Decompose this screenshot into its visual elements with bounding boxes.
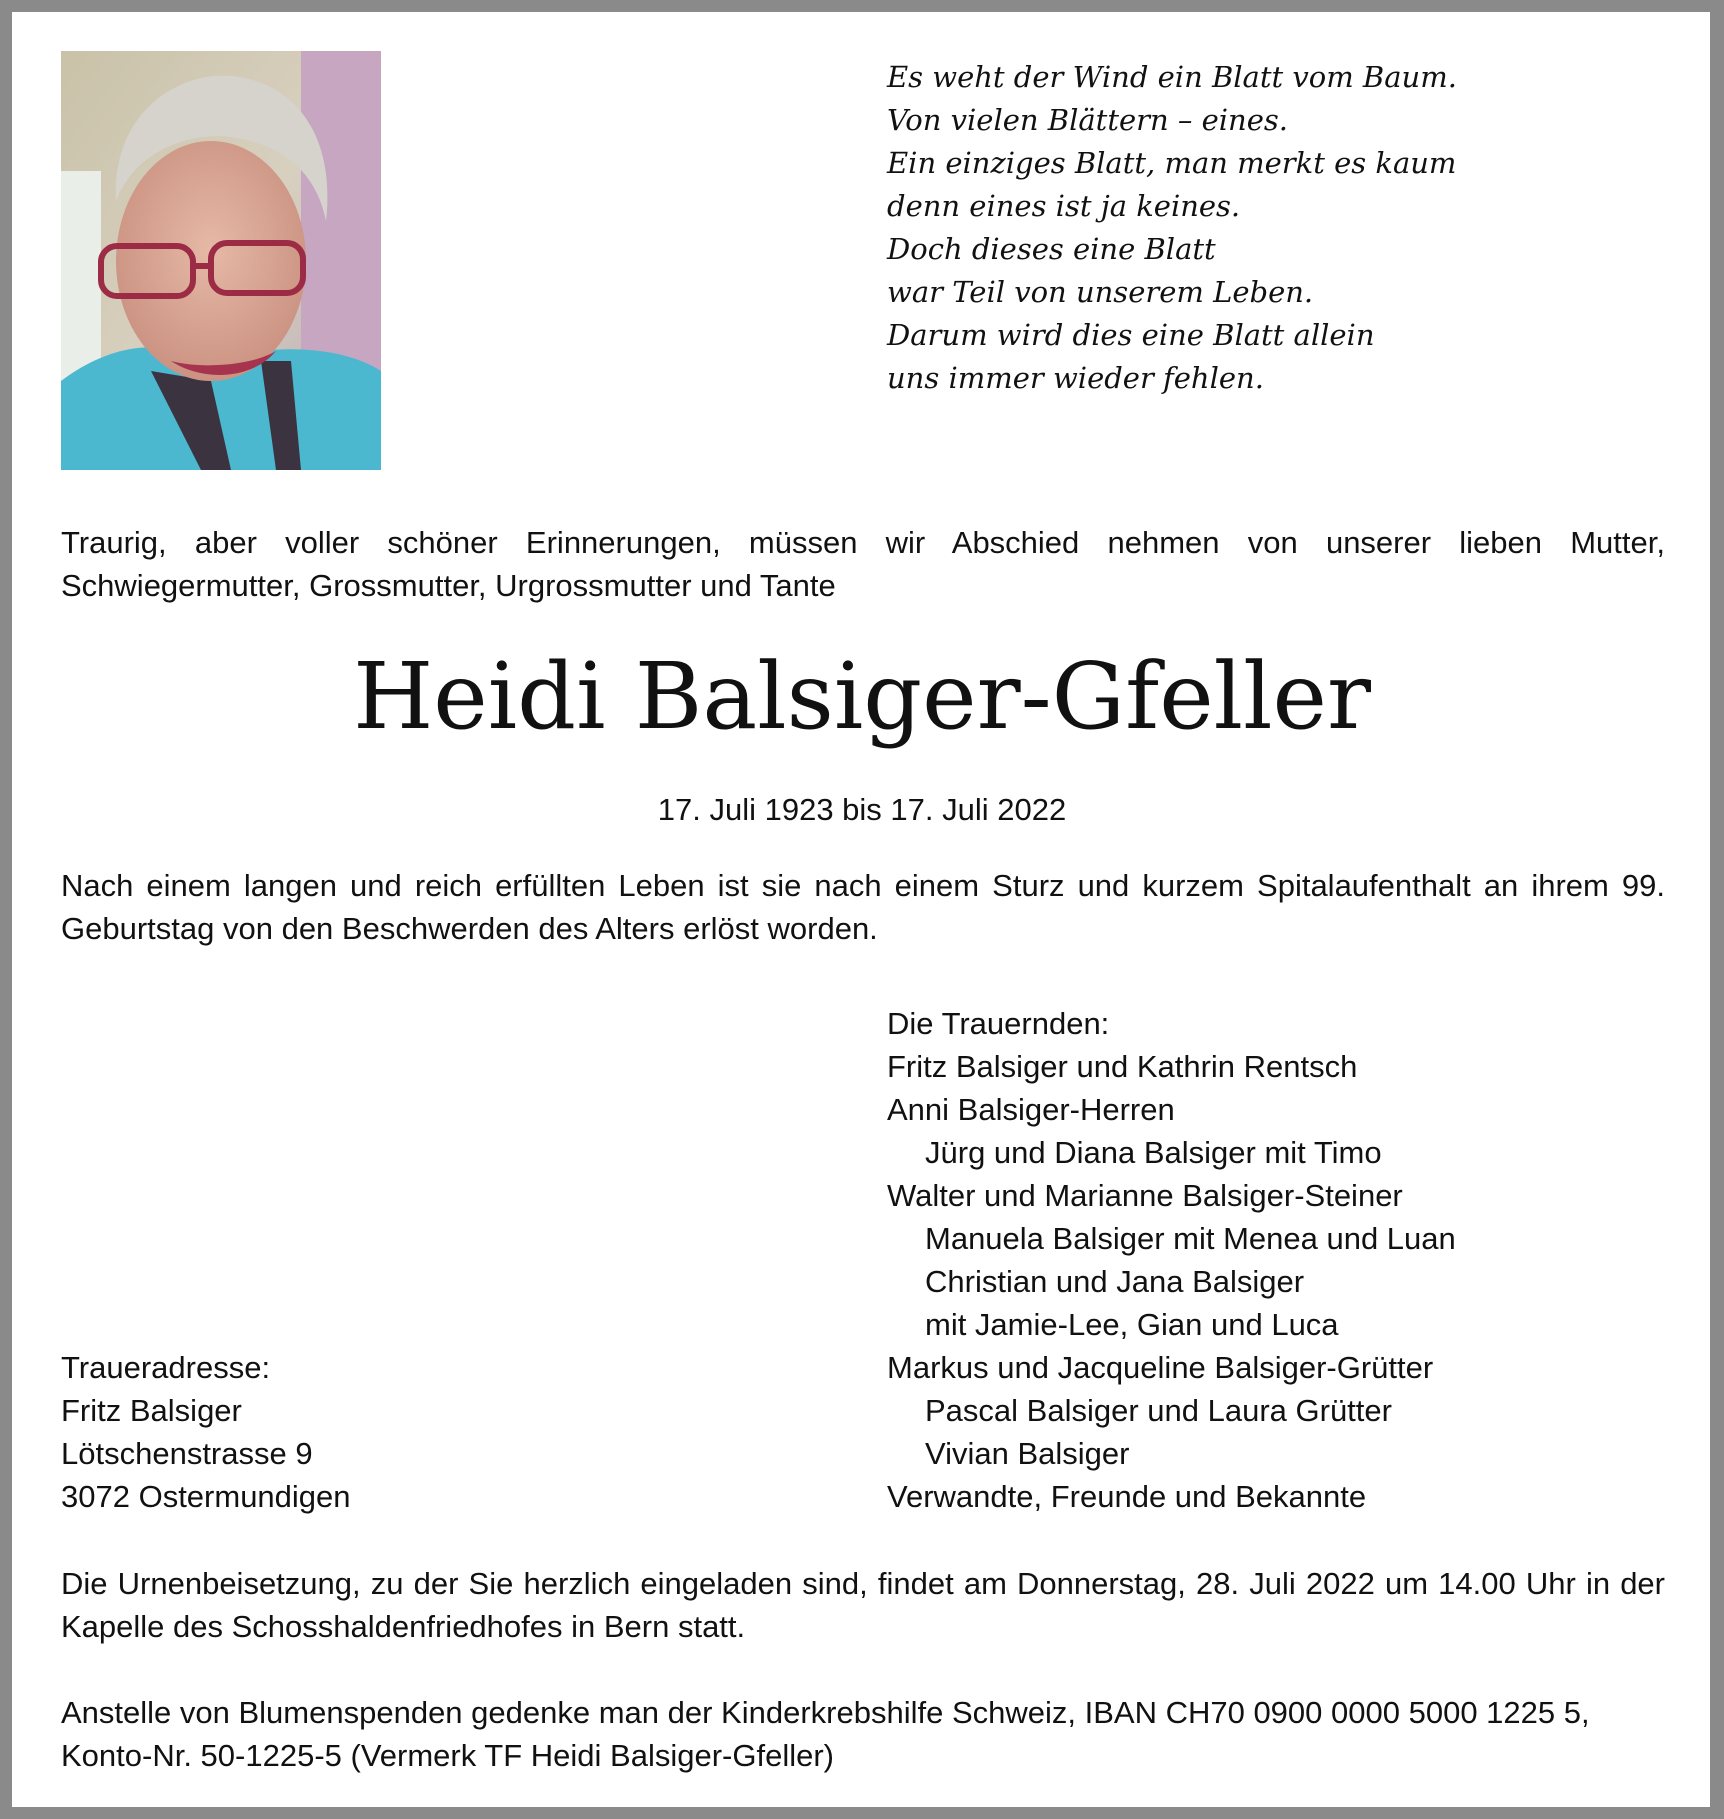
mourner-line: Vivian Balsiger bbox=[925, 1436, 1130, 1471]
life-dates: 17. Juli 1923 bis 17. Juli 2022 bbox=[657, 792, 1067, 827]
mourner-line: mit Jamie-Lee, Gian und Luca bbox=[925, 1307, 1339, 1342]
address-street: Lötschenstrasse 9 bbox=[61, 1436, 313, 1471]
mourners-list bbox=[887, 1002, 1707, 1518]
poem-line: war Teil von unserem Leben. bbox=[887, 275, 1314, 309]
mourner-line: Jürg und Diana Balsiger mit Timo bbox=[925, 1135, 1382, 1170]
address-label: Traueradresse: bbox=[61, 1350, 271, 1385]
poem-line: Ein einziges Blatt, man merkt es kaum bbox=[887, 146, 1457, 180]
address-city: 3072 Ostermundigen bbox=[61, 1479, 351, 1514]
mourning-address bbox=[61, 1346, 661, 1518]
mourner-line: Christian und Jana Balsiger bbox=[925, 1264, 1305, 1299]
mourner-line: Walter und Marianne Balsiger-Steiner bbox=[887, 1178, 1403, 1213]
portrait-photo bbox=[61, 51, 381, 470]
poem-line: uns immer wieder fehlen. bbox=[887, 361, 1264, 395]
mourner-line: Pascal Balsiger und Laura Grütter bbox=[925, 1393, 1392, 1428]
mourners-heading: Die Trauernden: bbox=[887, 1006, 1110, 1041]
life-note: Nach einem langen und reich erfüllten Leben ist sie nach einem Sturz und kurzem Spitalaufenthalt an ihrem 99. Geburtstag von den Beschwerden des Alters erlöst worden. bbox=[61, 868, 1665, 946]
deceased-name: Heidi Balsiger-Gfeller bbox=[353, 643, 1371, 750]
poem-line: Doch dieses eine Blatt bbox=[887, 232, 1216, 266]
ceremony-note: Die Urnenbeisetzung, zu der Sie herzlich eingeladen sind, findet am Donnerstag, 28. Juli 2022 um 14.00 Uhr in der Kapelle des Schosshaldenfriedhofes in Bern statt. bbox=[61, 1566, 1665, 1644]
donation-line: Konto-Nr. 50-1225-5 (Vermerk TF Heidi Balsiger-Gfeller) bbox=[61, 1738, 834, 1773]
poem-line: Von vielen Blättern – eines. bbox=[887, 103, 1288, 137]
obituary-page bbox=[12, 12, 1710, 1807]
address-name: Fritz Balsiger bbox=[61, 1393, 242, 1428]
mourner-line: Fritz Balsiger und Kathrin Rentsch bbox=[887, 1049, 1358, 1084]
poem-line: Darum wird dies eine Blatt allein bbox=[887, 318, 1375, 352]
poem-line: Es weht der Wind ein Blatt vom Baum. bbox=[887, 60, 1457, 94]
donation-line: Anstelle von Blumenspenden gedenke man der Kinderkrebshilfe Schweiz, IBAN CH70 0900 0000 5000 1225 5, bbox=[61, 1695, 1590, 1730]
mourner-line: Anni Balsiger-Herren bbox=[887, 1092, 1175, 1127]
poem-line: denn eines ist ja keines. bbox=[887, 189, 1241, 223]
poem bbox=[887, 56, 1647, 400]
donation-note bbox=[61, 1691, 1665, 1777]
intro-text: Traurig, aber voller schöner Erinnerungen, müssen wir Abschied nehmen von unserer lieben Mutter, Schwiegermutter, Grossmutter, Urgrossmutter und Tante bbox=[61, 525, 1665, 603]
mourner-line: Verwandte, Freunde und Bekannte bbox=[887, 1479, 1367, 1514]
mourner-line: Markus und Jacqueline Balsiger-Grütter bbox=[887, 1350, 1434, 1385]
mourner-line: Manuela Balsiger mit Menea und Luan bbox=[925, 1221, 1456, 1256]
